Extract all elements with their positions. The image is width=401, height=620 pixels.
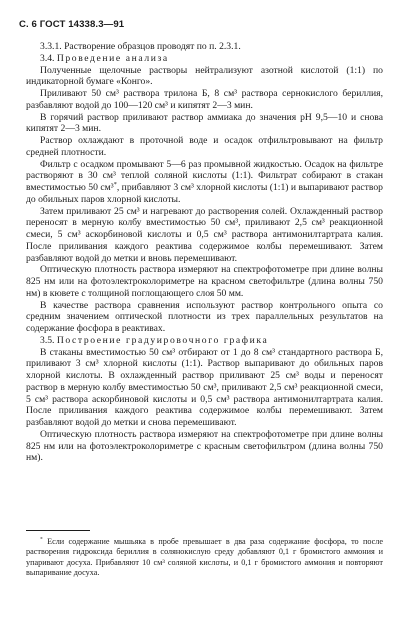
paragraph-ammonia: В горячий раствор приливают раствор аммиака до значения рН 9,5—10 и снова кипятят 2—3 мин.	[26, 111, 383, 135]
section-title: Построение градуировочного графика	[56, 334, 269, 346]
paragraph-neutralization: Полученные щелочные растворы нейтрализуют азотной кислотой (1:1) по индикаторной бумаге «Конго».	[26, 64, 383, 88]
footnote-mark: *	[40, 536, 43, 543]
section-number: 3.5.	[40, 334, 57, 346]
paragraph-3-3-1: 3.3.1. Растворение образцов проводят по п. 2.3.1.	[40, 41, 241, 52]
paragraph-calibration-measurement: Оптическую плотность раствора измеряют на спектрофотометре при длине волны 825 нм или на фотоэлектроколориметре с красным светофильтром (длина волны 750 нм).	[26, 428, 383, 464]
footnote-mark: *	[113, 180, 117, 188]
section-title: Проведение анализа	[56, 52, 169, 64]
footnote	[26, 537, 383, 579]
paragraph-reference-solution: В качестве раствора сравнения используют раствор контрольного опыта со средним значением оптической плотности из трех параллельных результатов на содержание фосфора в реактивах.	[26, 299, 383, 334]
document-body	[26, 41, 383, 464]
paragraph-optical-density: Оптическую плотность раствора измеряют на спектрофотометре при длине волны 825 нм или на фотоэлектроколориметре на красном светофильтре (длина волны 750 нм) в кювете с толщиной поглощающего слоя 50 мм.	[26, 264, 383, 299]
section-heading-3-5	[26, 335, 383, 347]
paragraph-dissolving: Затем приливают 25 см³ и нагревают до растворения солей. Охлажденный раствор переносят в мерную колбу вместимостью 50 см³, приливают 2,5 см³ реакционной смеси, 5 см³ аскорбиновой кислоты и 0,5 см³ раствора антимонилтартрата калия. После приливания каждого реактива содержимое колбы перемешивают. Затем разбавляют водой до метки и вновь перемешивают.	[26, 205, 383, 264]
footnote-divider	[26, 530, 90, 531]
paragraph-cooling: Раствор охлаждают в проточной воде и осадок отфильтровывают на фильтр средней плотности.	[26, 135, 383, 158]
footnote-text: Если содержание мышьяка в пробе превышает в два раза содержание фосфора, то после растворения гидроксида бериллия в солянокислую среду добавляют 0,1 г бромистого аммония и упаривают досуха. Прибавляют 10 см³ соляной кислоты, и 0,1 г бромистого аммония и повторяют выпаривание досуха.	[26, 537, 383, 578]
paragraph-trilon: Приливают 50 см³ раствора трилона Б, 8 см³ раствора сернокислого бериллия, разбавляют водой до 100—120 см³ и кипятят 2—3 мин.	[26, 88, 383, 111]
section-number: 3.4.	[40, 52, 57, 64]
paragraph-calibration: В стаканы вместимостью 50 см³ отбирают от 1 до 8 см³ стандартного раствора Б, приливают 3 см³ хлорной кислоты (1:1). Раствор выпаривают до обильных паров хлорной кислоты. В охлажденный раствор приливают 25 см³ воды и переносят раствор в мерную колбу вместимостью 50 см³, приливают 2,5 см³ реакционной смеси, 5 см³ раствора аскорбиновой кислоты и 0,5 см³ раствора антимонилтартрата калия. После приливания каждого реактива содержимое колбы перемешивают. Затем разбавляют водой до метки и снова перемешивают.	[26, 346, 383, 428]
section-heading-3-4	[26, 53, 383, 65]
paragraph-filter: Фильтр с осадком промывают 5—6 раз промывной жидкостью. Осадок на фильтре растворяют в 30 см³ теплой соляной кислоты (1:1). Фильтрат собирают в стакан вместимостью 50 см³*, прибавляют 3 см³ хлорной кислоты (1:1) и выпаривают раствор до обильных паров хлорной кислоты.	[26, 158, 383, 205]
page-header: С. 6 ГОСТ 14338.3—91	[19, 19, 125, 30]
